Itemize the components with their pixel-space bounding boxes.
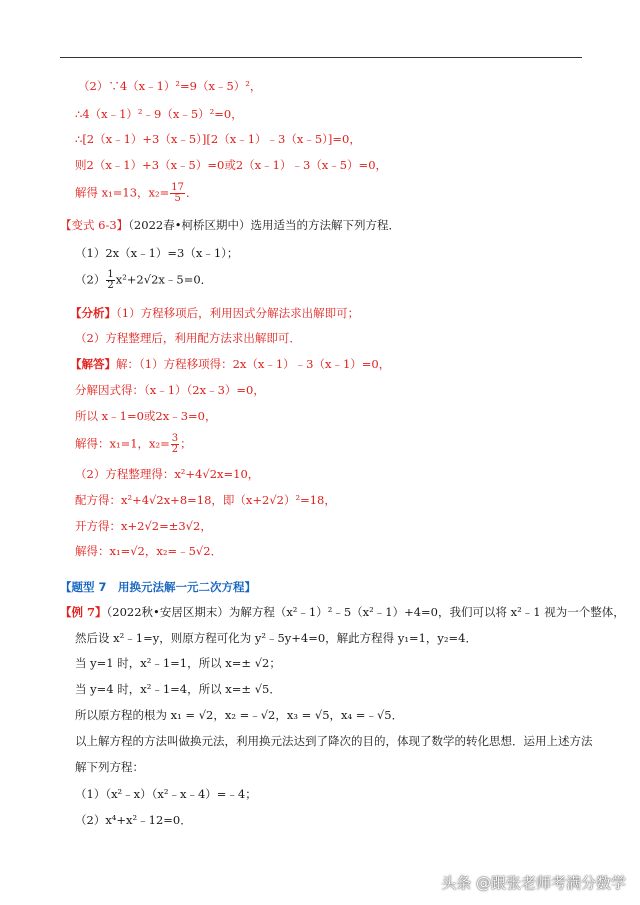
frac-den: 5 [174,193,181,204]
solution-step-4: 则2（x﹣1）+3（x﹣5）=0或2（x﹣1）﹣3（x﹣5）=0， [75,158,388,172]
analysis-line-1 [70,305,359,321]
example-line-4: 当 y=4 时，x²﹣1=4，所以 x=± √5． [75,682,281,696]
answer-line-3: 所以 x﹣1=0或2x﹣3=0， [75,409,217,423]
example-line-2: 然后设 x²﹣1=y，则原方程可化为 y²﹣5y+4=0，解此方程得 y₁=1，y₂=4． [75,631,477,645]
analysis-tag: 【分析】 [70,306,116,320]
solution-step-2: ∴4（x﹣1）²﹣9（x﹣5）²=0， [75,107,243,121]
q2-prefix: （2） [75,272,106,287]
q2-equation: x²+2√2x﹣5=0． [115,272,213,287]
variant-text: （2022春•柯桥区期中）选用适当的方法解下列方程． [128,218,400,232]
fraction-17-5 [170,183,185,204]
example-line-8: （1）（x²﹣x）（x²﹣x﹣4）=﹣4； [75,787,257,801]
variant-heading [60,217,400,233]
example-line-5: 所以原方程的根为 x₁ = √2，x₂ =﹣√2，x₃ = √5，x₄ =﹣√5． [75,708,404,722]
header-rule [60,57,582,58]
answer4-end: ； [180,436,192,451]
frac-num: 1 [107,269,114,280]
answer-line-6: 配方得：x²+4√2x+8=18，即（x+2√2）²=18， [75,493,336,507]
answer-line-4 [75,434,192,455]
answer-text-1: 解：（1）方程移项得：2x（x﹣1）﹣3（x﹣1）=0， [116,357,391,371]
step5-end: ． [186,185,198,200]
step5-text: 解得 x₁=13，x₂= [75,185,170,200]
fraction-3-2 [171,434,179,455]
frac-den: 2 [107,280,114,291]
question-2 [75,270,212,291]
example-line-9: （2）x⁴+x²﹣12=0． [75,813,192,827]
analysis-text-1: （1）方程移项后，利用因式分解法求出解即可； [116,306,360,320]
answer-line-5: （2）方程整理得：x²+4√2x=10， [75,467,260,481]
example-line-1 [60,604,625,620]
example-text-1: （2022秋•安居区期末）为解方程（x²﹣1）²﹣5（x²﹣1）+4=0，我们可以将 x²﹣1 视为一个整体， [106,605,625,619]
fraction-1-2 [106,270,114,291]
answer-tag: 【解答】 [70,357,116,371]
section-heading-type7: 【题型 7 用换元法解一元二次方程】 [60,580,257,594]
watermark: 头条 @跟张老师考满分数学 [441,874,626,892]
solution-step-5 [75,183,198,204]
solution-step-3: ∴[2（x﹣1）+3（x﹣5）][2（x﹣1）﹣3（x﹣5）]=0， [75,132,361,146]
solution-step-1: （2）∵4（x﹣1）²=9（x﹣5）²， [78,79,262,93]
example-line-7: 解下列方程： [75,760,144,774]
answer-line-7: 开方得：x+2√2=±3√2， [75,519,212,533]
answer-line-2: 分解因式得：（x﹣1）（2x﹣3）=0， [75,383,265,397]
example-line-6: 以上解方程的方法叫做换元法，利用换元法达到了降次的目的，体现了数学的转化思想．运用上述方法 [75,734,593,748]
frac-num: 3 [171,433,179,444]
variant-tag: 【变式 6-3】 [60,218,129,232]
frac-den: 2 [171,444,179,455]
answer4-text: 解得：x₁=1，x₂= [75,436,170,451]
answer-line-1 [70,356,390,372]
analysis-line-2: （2）方程整理后，利用配方法求出解即可． [75,331,301,345]
example-line-3: 当 y=1 时，x²﹣1=1，所以 x=± √2； [75,656,281,670]
frac-num: 17 [171,182,184,193]
question-1: （1）2x（x﹣1）=3（x﹣1）； [75,246,239,260]
answer-line-8: 解得：x₁=√2，x₂=﹣5√2． [75,544,223,558]
example-tag: 【例 7】 [60,605,107,619]
